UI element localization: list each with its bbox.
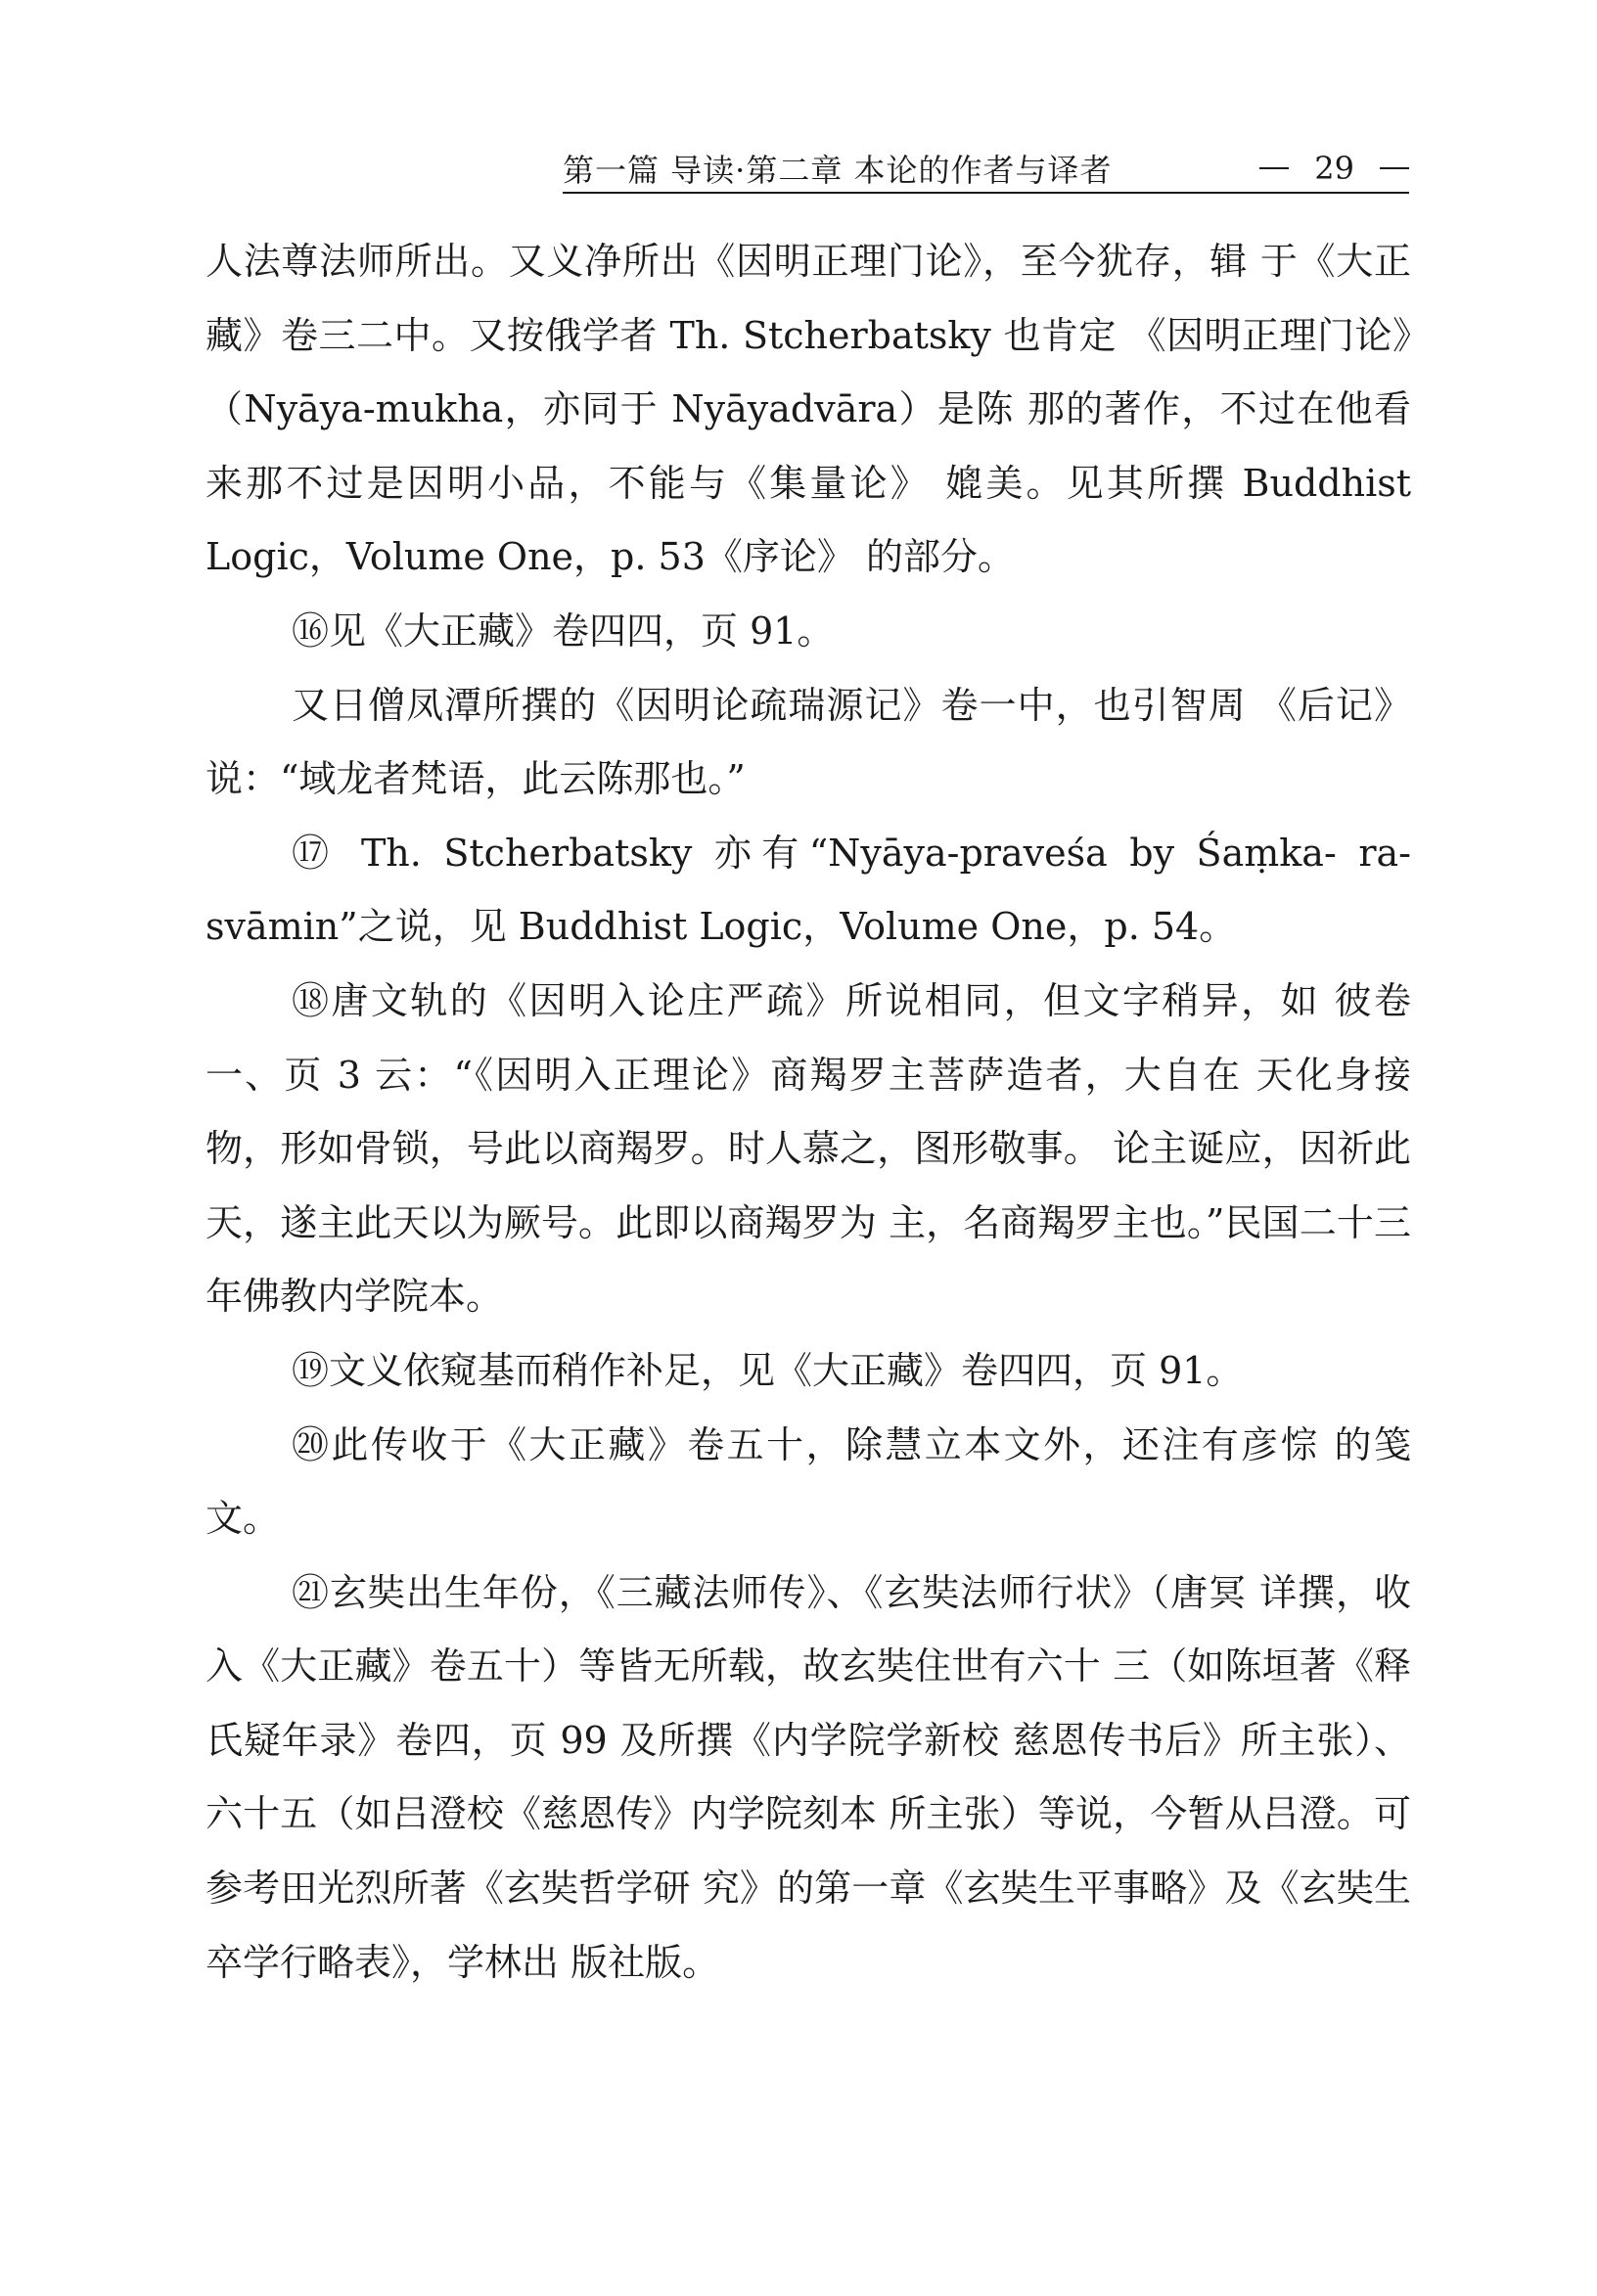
text-line: ⑱唐文轨的《因明入论庄严疏》所说相同，但文字稍异，如 [292, 978, 1321, 1022]
text-line: 彼卷一、页 3 云：“《因明入正理论》商羯罗主菩萨造者，大自在 [205, 978, 1411, 1097]
text-line: 慈恩传书后》所主张）、六十五（如吕澄校《慈恩传》内学院刻本 [205, 1718, 1411, 1836]
body-text [205, 225, 1411, 2000]
header-rule [563, 192, 1409, 194]
text-line: 版社版。 [570, 1940, 720, 1984]
text-line: 天化身接物，形如骨锁，号此以商羯罗。时人慕之，图形敬事。 [205, 1053, 1411, 1171]
text-line: 于《大正藏》卷三二中。又按俄学者 Th. Stcherbatsky 也肯定 [205, 240, 1411, 357]
text-line: ⑲文义依窥基而稍作补足，见《大正藏》卷四四，页 91。 [292, 1348, 1244, 1392]
dash-right [1380, 167, 1409, 169]
text-line: 那的著作，不过在他看来那不过是因明小品，不能与《集量论》 [205, 387, 1411, 505]
footnote-19 [205, 1334, 1411, 1409]
page-number: 29 [1314, 150, 1354, 187]
text-line: ⑯见《大正藏》卷四四，页 91。 [292, 608, 835, 653]
dash-left [1259, 167, 1289, 169]
text-line: 详撰，收入《大正藏》卷五十）等皆无所载，故玄奘住世有六十 [205, 1570, 1411, 1688]
text-line: 《因明正理门论》（Nyāya-mukha，亦同于 Nyāyadvāra）是陈 [205, 313, 1411, 431]
text-line: 又日僧凤潭所撰的《因明论疏瑞源记》卷一中，也引智周 [292, 683, 1247, 727]
text-line: 论主诞应，因祈此天，遂主此天以为厥号。此即以商羯罗为 [205, 1127, 1411, 1244]
footnote-16 [205, 595, 1411, 669]
footnote-16-continued [205, 669, 1411, 817]
text-line: ㉑玄奘出生年份，《三藏法师传》、《玄奘法师行状》（唐冥 [292, 1570, 1248, 1614]
text-line: ⑰ Th. Stcherbatsky 亦有“Nyāya-praveśa by Śaṃka- [292, 831, 1337, 875]
footnote-20 [205, 1409, 1411, 1556]
text-line: ⑳此传收于《大正藏》卷五十，除慧立本文外，还注有彦悰 [292, 1422, 1321, 1466]
footnote-18 [205, 965, 1411, 1334]
text-line: 的部分。 [865, 535, 1015, 579]
text-line: 主，名商羯罗主也。”民国二十三年佛教内学院本。 [205, 1200, 1411, 1319]
text-line: 究》的第一章《玄奘生平事略》及《玄奘生卒学行略表》，学林出 [205, 1867, 1411, 1984]
text-line: 《后记》说：“域龙者梵语，此云陈那也。” [205, 683, 1411, 801]
text-line: ra-svāmin”之说，见 Buddhist Logic，Volume One，p. 54。 [205, 831, 1411, 949]
text-line: 三（如陈垣著《释氏疑年录》卷四，页 99 及所撰《内学院学新校 [205, 1644, 1411, 1762]
footnote-21 [205, 1556, 1411, 2001]
text-line: 人法尊法师所出。又义净所出《因明正理门论》，至今犹存，辑 [205, 240, 1249, 283]
running-header [563, 145, 1409, 192]
note-continuation-paragraph [205, 225, 1411, 595]
text-line: 的笺文。 [205, 1422, 1411, 1541]
header-title: 第一篇 导读·第二章 本论的作者与译者 [563, 152, 1113, 189]
page-number-group [1259, 150, 1409, 187]
text-line: 媲美。见其所撰 Buddhist Logic，Volume One，p. 53《序论》 [205, 461, 1411, 579]
footnote-17 [205, 817, 1411, 965]
text-line: 所主张）等说，今暂从吕澄。可参考田光烈所著《玄奘哲学研 [205, 1792, 1411, 1911]
